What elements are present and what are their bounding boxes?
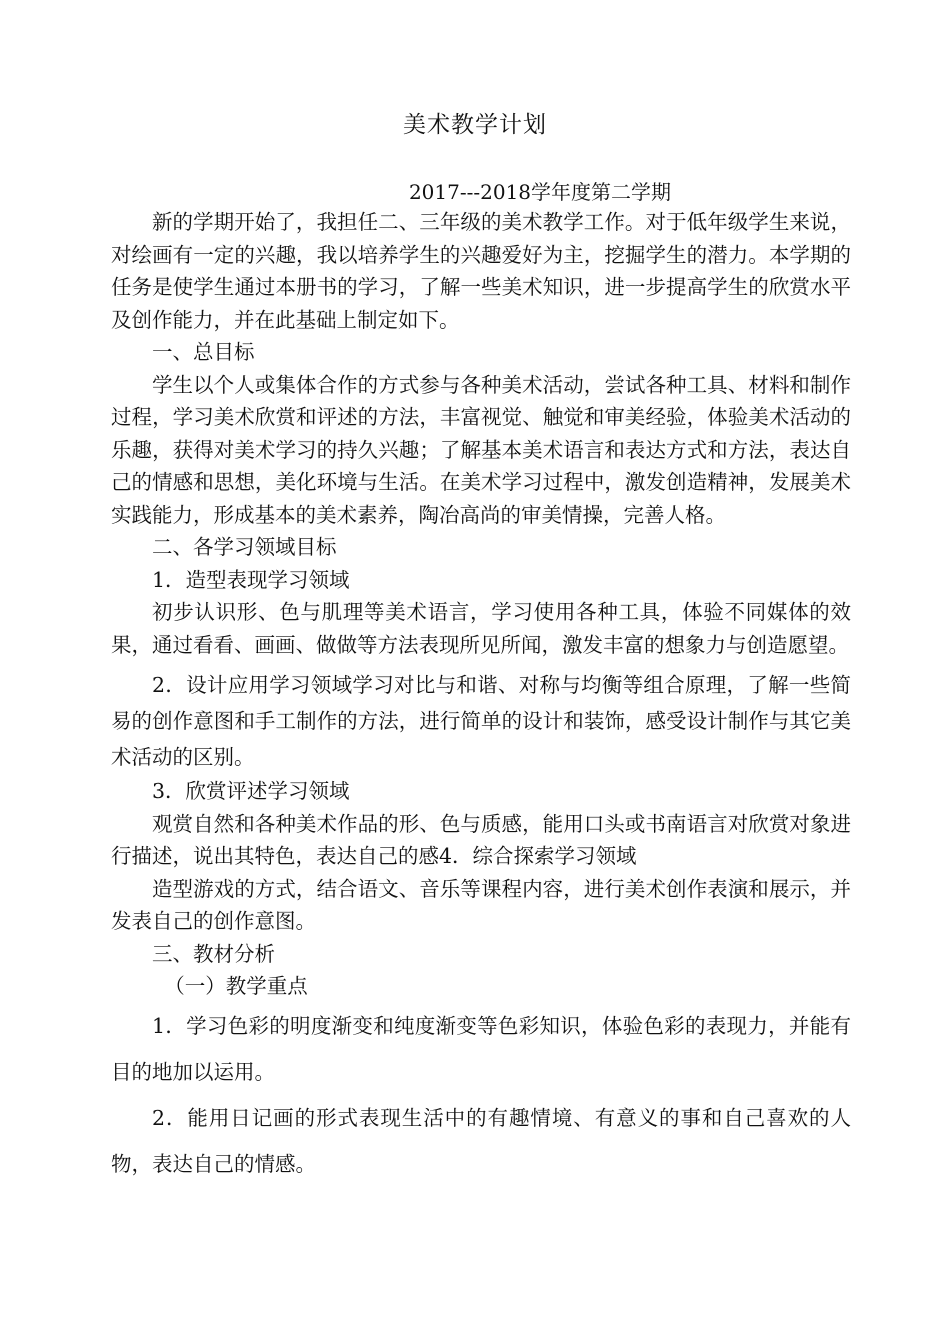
subheading-modeling: 1．造型表现学习领域 [152,567,350,592]
modeling-paragraph: 初步认识形、色与肌理等美术语言，学习使用各种工具，体验不同媒体的效果，通过看看、画画、做做等方法表现所见所闻，激发丰富的想象力与创造愿望。 [111,600,851,657]
appreciation-paragraph: 观赏自然和各种美术作品的形、色与质感，能用口头或书南语言对欣赏对象进行描述，说出其特色，表达自己的感4．综合探索学习领域 [111,811,851,868]
subheading-teaching-focus: （一）教学重点 [164,974,308,998]
integrated-paragraph: 造型游戏的方式，结合语文、音乐等课程内容，进行美术创作表演和展示，并发表自己的创作意图。 [111,876,851,933]
intro-paragraph: 新的学期开始了，我担任二、三年级的美术教学工作。对于低年级学生来说，对绘画有一定的兴趣，我以培养学生的兴趣爱好为主，挖掘学生的潜力。本学期的任务是使学生通过本册书的学习，了解一些美术知识，进一步提高学生的欣赏水平及创作能力，并在此基础上制定如下。 [111,210,851,332]
document-title: 美术教学计划 [403,112,547,138]
section-heading-overall-goal: 一、总目标 [152,340,255,364]
subheading-appreciation: 3．欣赏评述学习领域 [152,779,350,803]
overall-goal-paragraph: 学生以个人或集体合作的方式参与各种美术活动，尝试各种工具、材料和制作过程，学习美术欣赏和评述的方法，丰富视觉、触觉和审美经验，体验美术活动的乐趣，获得对美术学习的持久兴趣；了解基本美术语言和表达方式和方法，表达自己的情感和思想，美化环境与生活。在美术学习过程中，激发创造精神，发展美术实践能力，形成基本的美术素养，陶冶高尚的审美情操，完善人格。 [111,372,851,527]
focus-item-2: 2．能用日记画的形式表现生活中的有趣情境、有意义的事和自己喜欢的人物，表达自己的情感。 [111,1105,851,1176]
document-body [111,206,851,1187]
design-paragraph: 2．设计应用学习领域学习对比与和谐、对称与均衡等组合原理，了解一些简易的创作意图和手工制作的方法，进行简单的设计和装饰，感受设计制作与其它美术活动的区别。 [111,673,851,769]
section-heading-textbook-analysis: 三、教材分析 [152,941,275,966]
section-heading-domain-goals: 二、各学习领域目标 [152,535,337,559]
focus-item-1: 1．学习色彩的明度渐变和纯度渐变等色彩知识，体验色彩的表现力，并能有目的地加以运用。 [111,1013,851,1084]
document-subtitle: 2017---2018学年度第二学期 [408,180,672,204]
